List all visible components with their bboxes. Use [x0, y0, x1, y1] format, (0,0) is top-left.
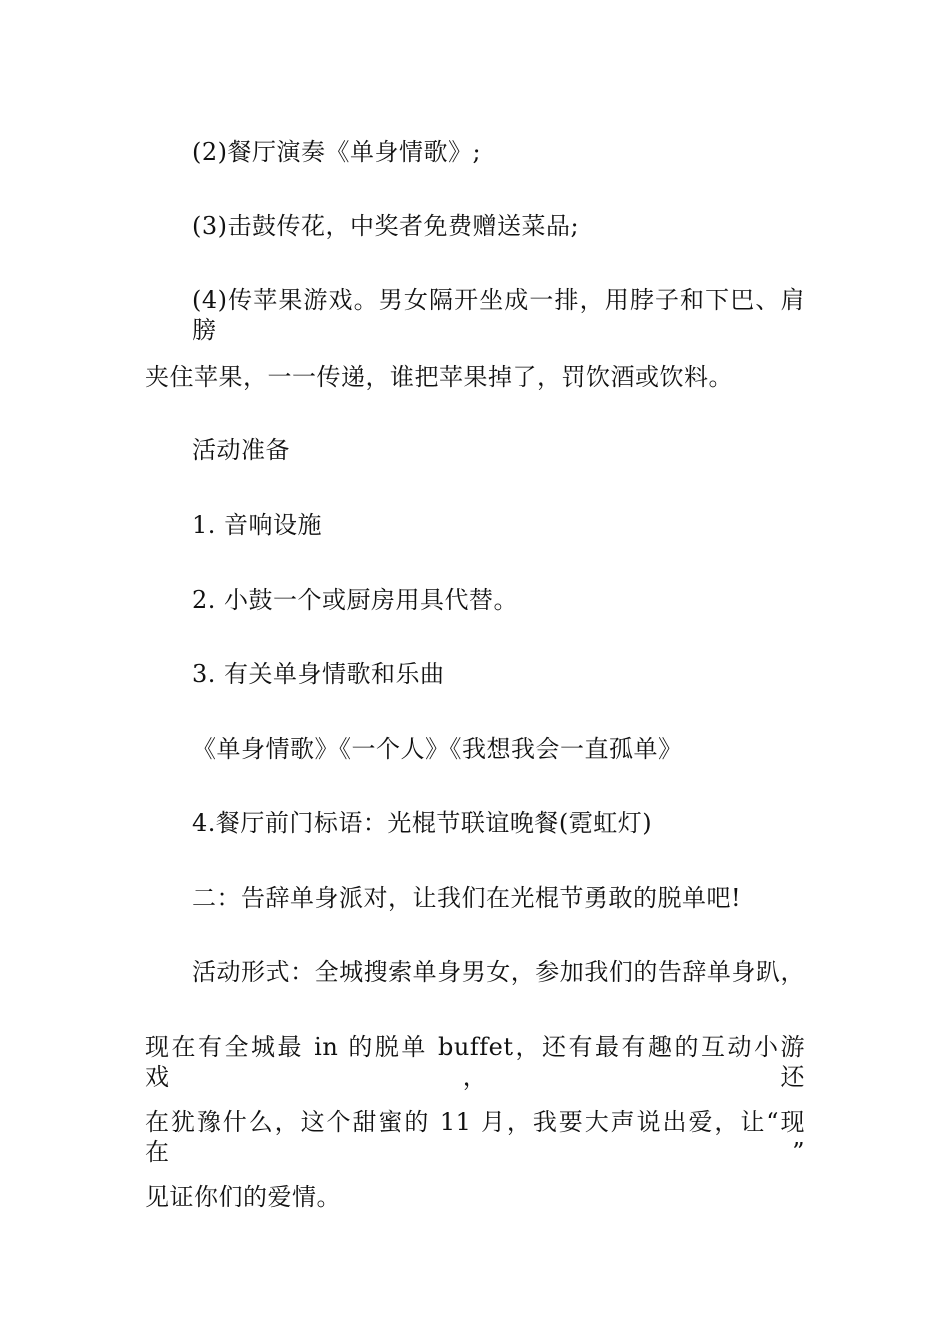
activity-form-line2: 现在有全城最 in 的脱单 buffet，还有最有趣的互动小游戏，还 [145, 1033, 805, 1091]
song-list: 《单身情歌》《一个人》《我想我会一直孤单》 [192, 735, 683, 763]
prep-item-3: 3. 有关单身情歌和乐曲 [192, 660, 445, 688]
activity-form-line4: 见证你们的爱情。 [145, 1183, 341, 1211]
paragraph-item-4-line1: (4)传苹果游戏。男女隔开坐成一排，用脖子和下巴、肩膀 [192, 286, 805, 344]
activity-form-line3: 在犹豫什么，这个甜蜜的 11 月，我要大声说出爱，让“现在” [145, 1108, 805, 1166]
prep-item-4: 4.餐厅前门标语：光棍节联谊晚餐(霓虹灯) [192, 809, 653, 837]
paragraph-item-3: (3)击鼓传花，中奖者免费赠送菜品; [192, 212, 580, 240]
paragraph-item-4-line2: 夹住苹果，一一传递，谁把苹果掉了，罚饮酒或饮料。 [145, 363, 733, 391]
section-heading-preparation: 活动准备 [192, 436, 290, 464]
prep-item-2: 2. 小鼓一个或厨房用具代替。 [192, 586, 519, 614]
section-heading-two: 二：告辞单身派对，让我们在光棍节勇敢的脱单吧! [192, 884, 742, 912]
activity-form-line1: 活动形式：全城搜索单身男女，参加我们的告辞单身趴， [192, 958, 805, 986]
paragraph-item-2: (2)餐厅演奏《单身情歌》; [192, 138, 482, 166]
prep-item-1: 1. 音响设施 [192, 511, 323, 539]
